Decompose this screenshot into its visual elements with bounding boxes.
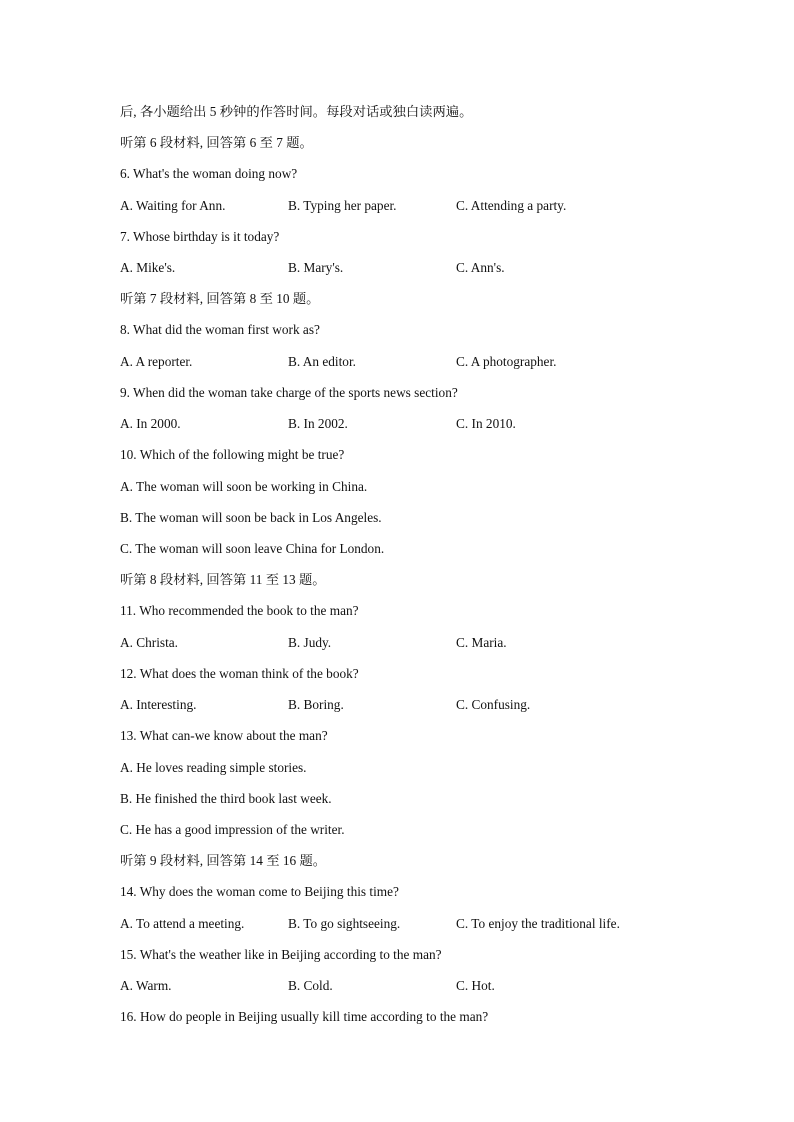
option-15c: C. Hot. bbox=[456, 978, 495, 993]
option-12b: B. Boring. bbox=[288, 697, 344, 712]
option-7c: C. Ann's. bbox=[456, 260, 505, 275]
question-15: 15. What's the weather like in Beijing according to the man? bbox=[120, 947, 442, 962]
option-9b: B. In 2002. bbox=[288, 416, 348, 431]
option-9a: A. In 2000. bbox=[120, 416, 181, 431]
option-8b: B. An editor. bbox=[288, 354, 356, 369]
question-12: 12. What does the woman think of the book? bbox=[120, 666, 359, 681]
option-13b: B. He finished the third book last week. bbox=[120, 791, 332, 806]
option-9c: C. In 2010. bbox=[456, 416, 516, 431]
option-12a: A. Interesting. bbox=[120, 697, 197, 712]
question-14: 14. Why does the woman come to Beijing this time? bbox=[120, 884, 399, 899]
option-14b: B. To go sightseeing. bbox=[288, 916, 401, 931]
option-6c: C. Attending a party. bbox=[456, 198, 567, 213]
question-7: 7. Whose birthday is it today? bbox=[120, 229, 280, 244]
section-9-heading: 听第 9 段材料, 回答第 14 至 16 题。 bbox=[120, 853, 327, 868]
option-11b: B. Judy. bbox=[288, 635, 332, 650]
option-10c: C. The woman will soon leave China for London. bbox=[120, 541, 385, 556]
option-11c: C. Maria. bbox=[456, 635, 507, 650]
option-6b: B. Typing her paper. bbox=[288, 198, 397, 213]
option-7a: A. Mike's. bbox=[120, 260, 176, 275]
question-16: 16. How do people in Beijing usually kill time according to the man? bbox=[120, 1009, 489, 1024]
intro-text: 后, 各小题给出 5 秒钟的作答时间。每段对话或独白读两遍。 bbox=[120, 104, 473, 119]
option-6a: A. Waiting for Ann. bbox=[120, 198, 226, 213]
option-8a: A. A reporter. bbox=[120, 354, 193, 369]
option-11a: A. Christa. bbox=[120, 635, 178, 650]
section-6-heading: 听第 6 段材料, 回答第 6 至 7 题。 bbox=[120, 135, 313, 150]
option-12c: C. Confusing. bbox=[456, 697, 531, 712]
option-15b: B. Cold. bbox=[288, 978, 333, 993]
section-8-heading: 听第 8 段材料, 回答第 11 至 13 题。 bbox=[120, 572, 326, 587]
option-14c: C. To enjoy the traditional life. bbox=[456, 916, 620, 931]
option-10a: A. The woman will soon be working in China. bbox=[120, 479, 368, 494]
option-10b: B. The woman will soon be back in Los Angeles. bbox=[120, 510, 382, 525]
question-9: 9. When did the woman take charge of the sports news section? bbox=[120, 385, 458, 400]
option-15a: A. Warm. bbox=[120, 978, 172, 993]
question-8: 8. What did the woman first work as? bbox=[120, 322, 320, 337]
section-7-heading: 听第 7 段材料, 回答第 8 至 10 题。 bbox=[120, 291, 320, 306]
question-13: 13. What can-we know about the man? bbox=[120, 728, 328, 743]
option-13a: A. He loves reading simple stories. bbox=[120, 760, 307, 775]
option-14a: A. To attend a meeting. bbox=[120, 916, 245, 931]
question-10: 10. Which of the following might be true? bbox=[120, 447, 345, 462]
question-11: 11. Who recommended the book to the man? bbox=[120, 603, 359, 618]
option-8c: C. A photographer. bbox=[456, 354, 557, 369]
question-6: 6. What's the woman doing now? bbox=[120, 166, 298, 181]
option-7b: B. Mary's. bbox=[288, 260, 344, 275]
option-13c: C. He has a good impression of the writer. bbox=[120, 822, 345, 837]
